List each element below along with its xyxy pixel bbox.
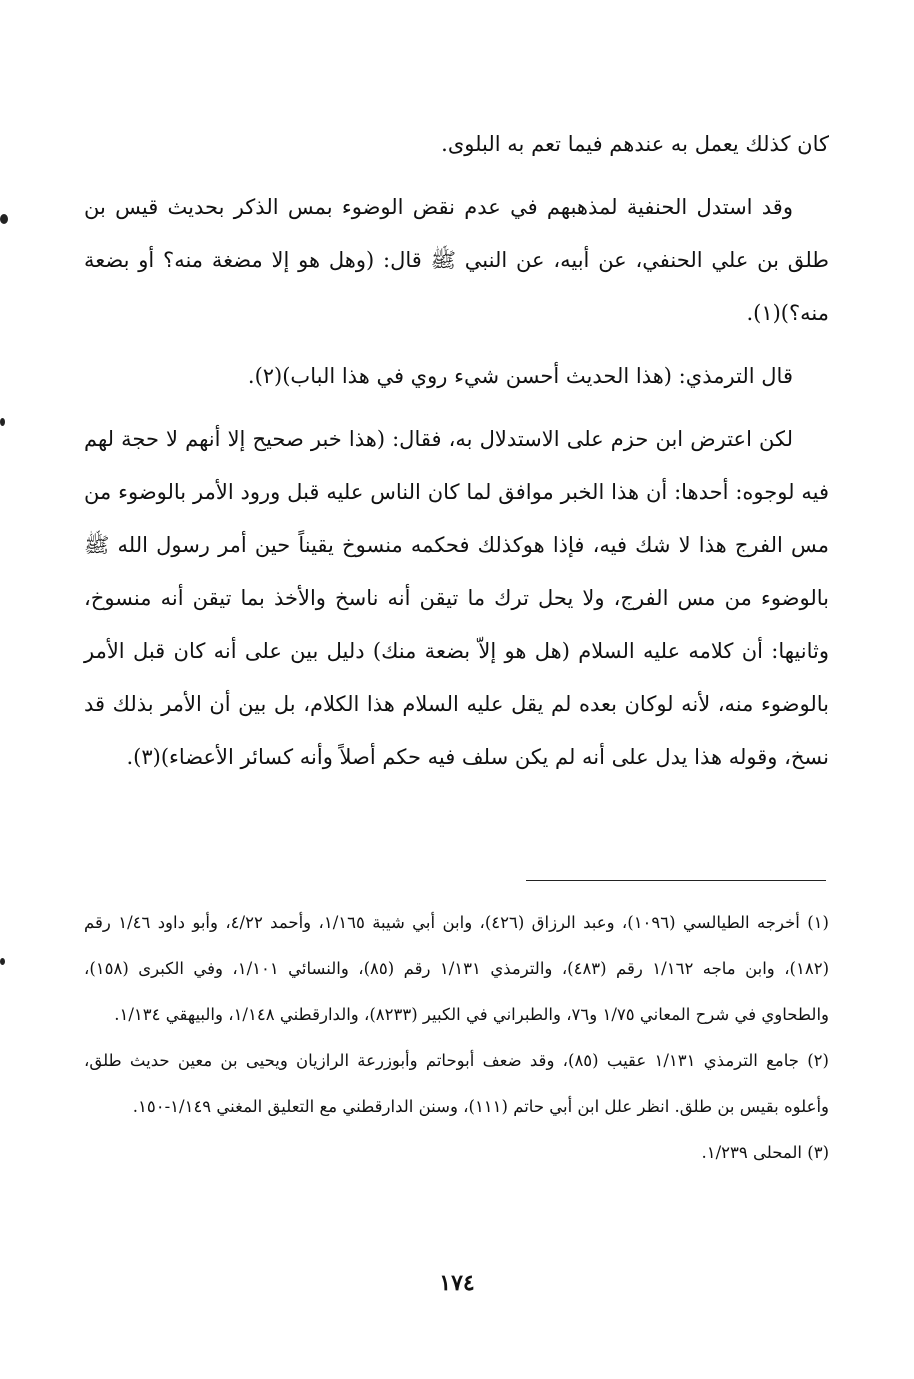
paragraph: قال الترمذي: (هذا الحديث أحسن شيء روي في هذا الباب)(٢). (247, 364, 793, 388)
footnotes (84, 900, 829, 1176)
footnote: (٢) جامع الترمذي ١/١٣١ عقيب (٨٥)، وقد ضعف أبوحاتم وأبوزرعة الرازيان ويحيى بن معين حديث طلق، وأعلوه بقيس بن طلق. انظر علل ابن أبي حاتم (١١١)، وسنن الدارقطني مع التعليق المغني ١/١٤٩-١٥٠. (84, 1051, 829, 1116)
scan-speck (0, 418, 5, 426)
scan-speck (0, 214, 8, 224)
main-text (84, 118, 829, 794)
scan-speck (0, 958, 5, 965)
paragraph: كان كذلك يعمل به عندهم فيما تعم به البلوى. (441, 132, 829, 156)
page-number: ١٧٤ (439, 1270, 475, 1296)
footnote: (١) أخرجه الطيالسي (١٠٩٦)، وعبد الرزاق (٤٢٦)، وابن أبي شيبة ١/١٦٥، وأحمد ٤/٢٢، وأبو داود ١/٤٦ رقم (١٨٢)، وابن ماجه ١/١٦٢ رقم (٤٨٣)، والترمذي ١/١٣١ رقم (٨٥)، والنسائي ١/١٠١، وفي الكبرى (١٥٨)، والطحاوي في شرح المعاني ١/٧٥ و٧٦، والطبراني في الكبير (٨٢٣٣)، والدارقطني ١/١٤٨، والبيهقي ١/١٣٤. (84, 913, 829, 1024)
paragraph: وقد استدل الحنفية لمذهبهم في عدم نقض الوضوء بمس الذكر بحديث قيس بن طلق بن علي الحنفي، عن أبيه، عن النبي ﷺ قال: (وهل هو إلا مضغة منه؟ أو بضعة منه؟)(١). (84, 195, 829, 325)
footnote: (٣) المحلى ١/٢٣٩. (701, 1143, 829, 1162)
footnote-separator (526, 880, 826, 881)
paragraph: لكن اعترض ابن حزم على الاستدلال به، فقال: (هذا خبر صحيح إلا أنهم لا حجة لهم فيه لوجوه: أحدها: أن هذا الخبر موافق لما كان الناس عليه قبل ورود الأمر بالوضوء من مس الفرج هذا لا شك فيه، فإذا هوكذلك فحكمه منسوخ يقيناً حين أمر رسول الله ﷺ بالوضوء من مس الفرج، ولا يحل ترك ما تيقن أنه ناسخ والأخذ بما تيقن أنه منسوخ، وثانيها: أن كلامه عليه السلام (هل هو إلاّ بضعة منك) دليل بين على أنه كان قبل الأمر بالوضوء منه، لأنه لوكان بعده لم يقل عليه السلام هذا الكلام، بل بين أن الأمر بذلك قد نسخ، وقوله هذا يدل على أنه لم يكن سلف فيه حكم أصلاً وأنه كسائر الأعضاء)(٣). (84, 427, 829, 769)
